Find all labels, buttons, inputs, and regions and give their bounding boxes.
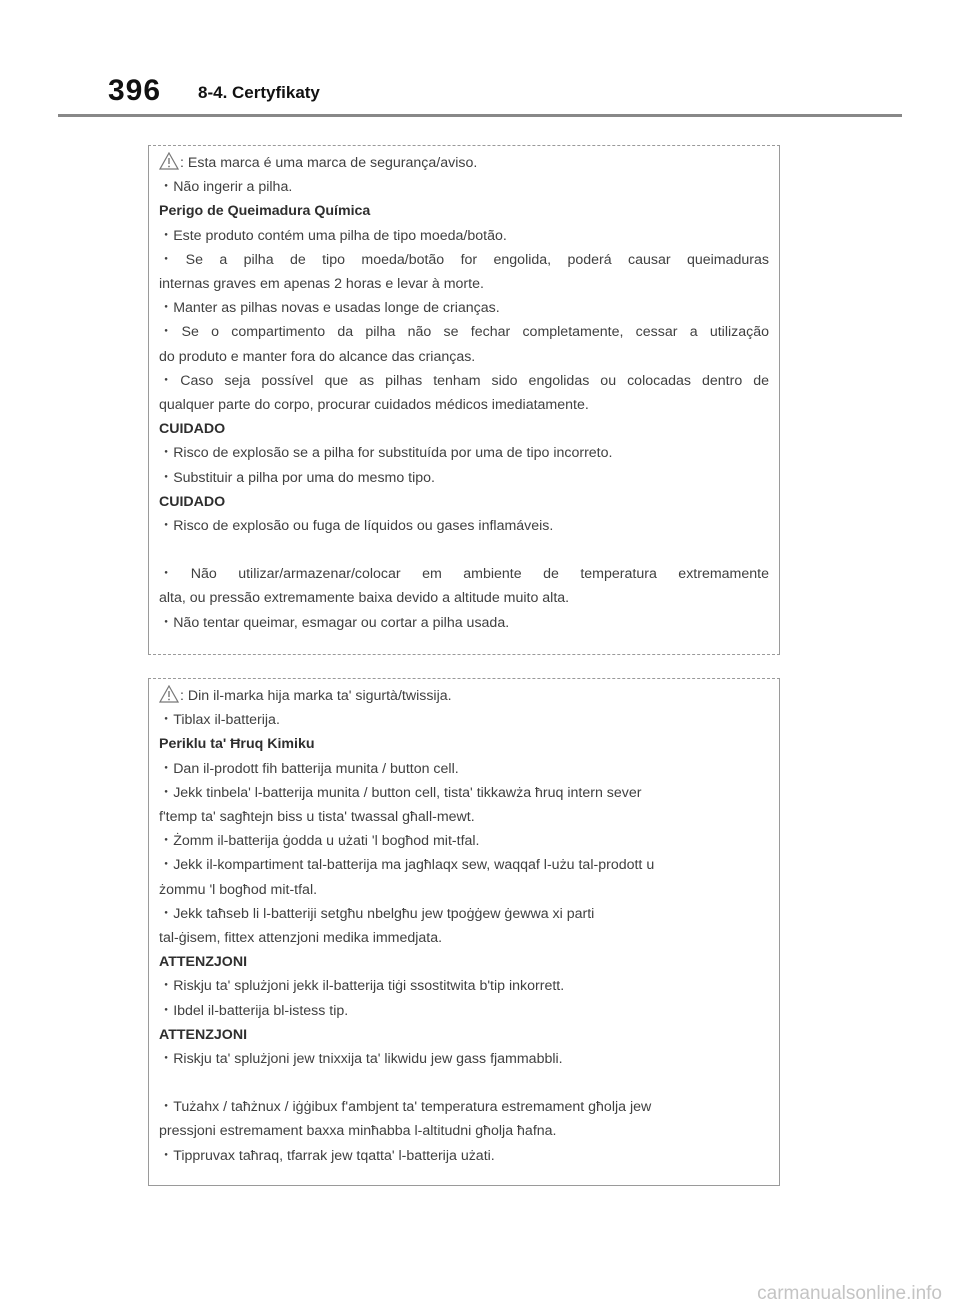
text-line: ・Não ingerir a pilha. (159, 179, 293, 196)
text-line: ・Żomm il-batterija ġodda u użati 'l bogħod mit-tfal. (159, 833, 480, 850)
text-line: ・Manter as pilhas novas e usadas longe de crianças. (159, 300, 500, 317)
text-line: ・Se o compartimento da pilha não se fechar completamente, cessar a utilização (159, 324, 769, 341)
text-line: internas graves em apenas 2 horas e levar à morte. (159, 276, 484, 293)
text-line: ・Não utilizar/armazenar/colocar em ambiente de temperatura extremamente (159, 566, 769, 583)
text-line: f'temp ta' sagħtejn biss u tista' twassal għall-mewt. (159, 809, 475, 826)
text-line: ・Tużahx / taħżnux / iġġibux f'ambjent ta' temperatura estremament għolja jew (159, 1099, 652, 1116)
caution-heading: CUIDADO (159, 421, 226, 438)
text-line: alta, ou pressão extremamente baixa devido a altitude muito alta. (159, 590, 570, 607)
text-line: ・Riskju ta' splużjoni jekk il-batterija tiġi ssostitwita b'tip inkorrett. (159, 978, 565, 995)
text-line: ・Jekk taħseb li l-batteriji setgħu nbelgħu jew tpoġġew ġewwa xi parti (159, 905, 595, 922)
text-line: ・Ibdel il-batterija bl-istess tip. (159, 1002, 349, 1019)
warning-mark-text: : Din il-marka hija marka ta' sigurtà/twissija. (180, 688, 452, 704)
warning-triangle-icon (159, 685, 179, 703)
caution-heading: ATTENZJONI (159, 954, 248, 971)
text-line: ・Tippruvax taħraq, tfarrak jew tqatta' l-batterija użati. (159, 1147, 495, 1164)
caution-heading: ATTENZJONI (159, 1026, 248, 1043)
text-line: ・Dan il-prodott fih batterija munita / button cell. (159, 760, 459, 777)
warning-mark-line (159, 684, 769, 708)
watermark: carmanualsonline.info (757, 1283, 942, 1304)
text-line: ・Substituir a pilha por uma do mesmo tipo. (159, 469, 435, 486)
text-line: ・Risco de explosão ou fuga de líquidos ou gases inflamáveis. (159, 518, 554, 535)
warning-mark-text: : Esta marca é uma marca de segurança/aviso. (180, 155, 478, 171)
text-line: qualquer parte do corpo, procurar cuidados médicos imediatamente. (159, 397, 589, 414)
text-line: tal-ġisem, fittex attenzjoni medika immedjata. (159, 930, 443, 947)
text-line: pressjoni estremament baxxa minħabba l-altitudni għolja ħafna. (159, 1123, 557, 1140)
text-line: ・Jekk il-kompartiment tal-batterija ma jagħlaqx sew, waqqaf l-użu tal-prodott u (159, 857, 655, 874)
text-line: ・Tiblax il-batterija. (159, 712, 280, 729)
warning-panel-maltese (148, 678, 780, 1186)
warning-triangle-icon (159, 152, 179, 170)
text-line: ・Risco de explosão se a pilha for substituída por uma de tipo incorreto. (159, 445, 613, 462)
caution-heading: CUIDADO (159, 493, 226, 510)
section-title: 8-4. Certyfikaty (198, 83, 320, 102)
text-line: ・Riskju ta' splużjoni jew tnixxija ta' likwidu jew gass fjammabbli. (159, 1051, 563, 1068)
text-line: do produto e manter fora do alcance das crianças. (159, 348, 476, 365)
text-line: ・Caso seja possível que as pilhas tenham sido engolidas ou colocadas dentro de (159, 372, 769, 389)
header-rule (58, 114, 902, 117)
subheading: Periklu ta' Ħruq Kimiku (159, 736, 315, 753)
text-line: ・Jekk tinbela' l-batterija munita / button cell, tista' tikkawża ħruq intern sever (159, 784, 642, 801)
warning-mark-line (159, 151, 769, 175)
text-line: ・Se a pilha de tipo moeda/botão for engolida, poderá causar queimaduras (159, 251, 769, 268)
warning-panel-portuguese (148, 145, 780, 655)
text-line: żommu 'l bogħod mit-tfal. (159, 881, 318, 898)
page-number: 396 (108, 74, 162, 107)
subheading: Perigo de Queimadura Química (159, 203, 371, 220)
text-line: ・Não tentar queimar, esmagar ou cortar a pilha usada. (159, 614, 510, 631)
text-line: ・Este produto contém uma pilha de tipo moeda/botão. (159, 227, 507, 244)
page-header (0, 0, 960, 118)
